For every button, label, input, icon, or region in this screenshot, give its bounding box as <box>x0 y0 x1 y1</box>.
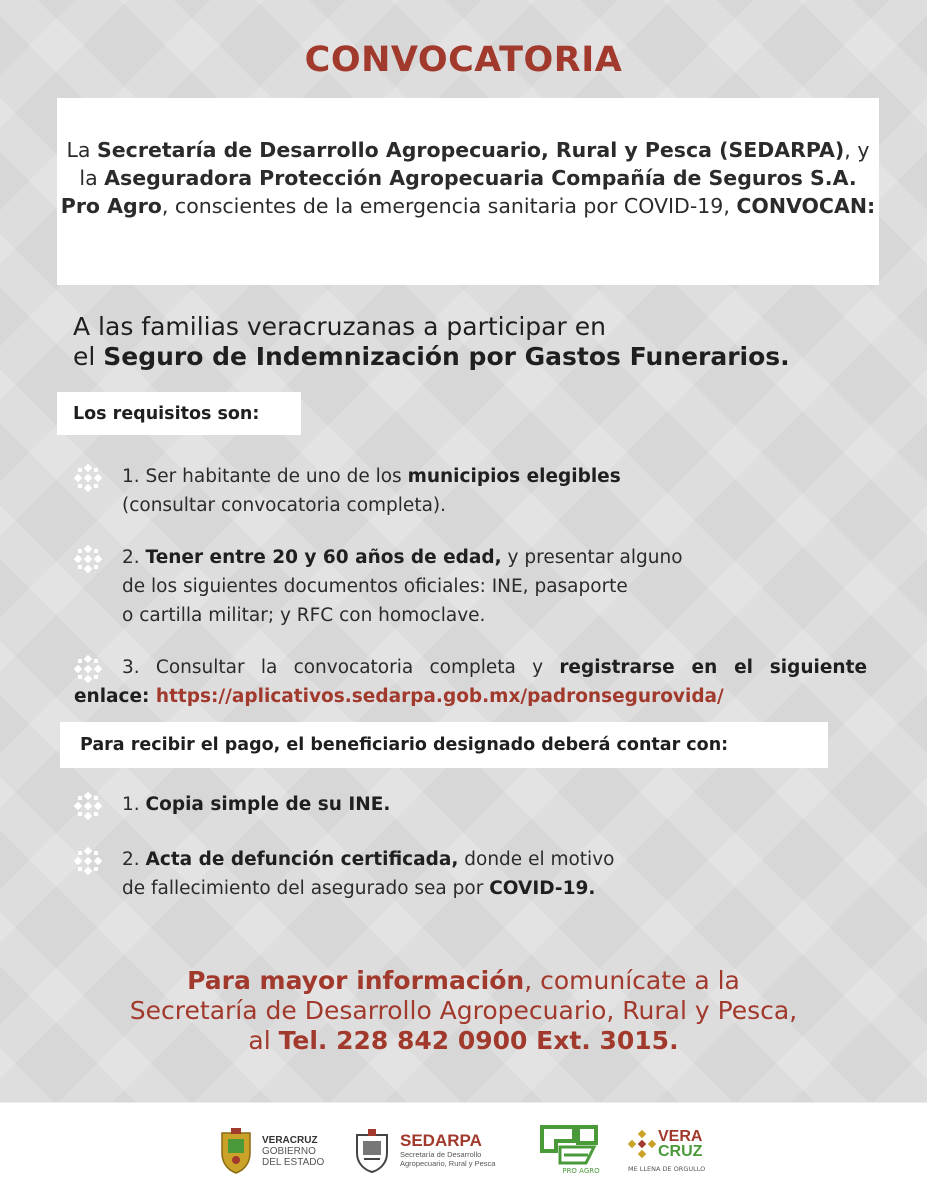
payment-label: Para recibir el pago, el beneficiario designado deberá contar con: <box>60 722 828 768</box>
intro-sedarpa: Secretaría de Desarrollo Agropecuario, Rural y Pesca (SEDARPA) <box>97 138 845 162</box>
req2-text: y presentar alguno <box>501 547 683 568</box>
logo-veracruz-orgullo <box>628 1129 705 1173</box>
headline-line1: A las familias veracruzanas a participar en <box>73 312 606 341</box>
logo4-line1: VERA <box>658 1128 703 1145</box>
logo2-sub1: Secretaría de Desarrollo <box>400 1150 482 1159</box>
req1-text: 1. Ser habitante de uno de los <box>122 466 408 487</box>
req2-line2: de los siguientes documentos oficiales: INE, pasaporte <box>122 576 628 597</box>
req1-line2: (consultar convocatoria completa). <box>122 495 447 516</box>
req1-bold: municipios elegibles <box>407 466 621 487</box>
intro-text: , y la <box>79 138 870 190</box>
ornament-bullet-icon <box>74 847 102 875</box>
logo-pro-agro <box>538 1121 600 1175</box>
veracruz-ornament-icon <box>628 1130 656 1158</box>
pay1-bold: Copia simple de su INE. <box>145 794 391 815</box>
logo1-line2: GOBIERNO <box>262 1145 316 1157</box>
footer-logos <box>0 1102 927 1200</box>
contact-text: al <box>248 1026 279 1055</box>
pay2-covid: COVID-19. <box>489 878 596 899</box>
pay2-bold: Acta de defunción certificada, <box>145 849 459 870</box>
logo3-caption: PRO AGRO <box>562 1167 600 1175</box>
intro-convocan: CONVOCAN: <box>736 194 876 218</box>
logo2-name: SEDARPA <box>400 1131 482 1150</box>
page-title: CONVOCATORIA <box>304 40 623 80</box>
payment-item <box>74 790 390 820</box>
logo1-line3: DEL ESTADO <box>262 1156 325 1168</box>
ornament-bullet-icon <box>74 792 102 820</box>
pay1-text: 1. <box>122 794 146 815</box>
headline <box>73 312 893 372</box>
req2-bold: Tener entre 20 y 60 años de edad, <box>145 547 502 568</box>
contact-line2: Secretaría de Desarrollo Agropecuario, Rural y Pesca, <box>129 996 798 1025</box>
headline-prefix: el <box>73 342 104 371</box>
sedarpa-shield-icon <box>352 1127 392 1173</box>
pro-agro-icon <box>538 1121 600 1167</box>
contact-info <box>0 966 927 1056</box>
pay2-text: donde el motivo <box>458 849 615 870</box>
registration-link[interactable]: https://aplicativos.sedarpa.gob.mx/padronsegurovida/ <box>155 686 724 707</box>
requirements-label: Los requisitos son: <box>57 392 301 435</box>
req2-line3: o cartilla militar; y RFC con homoclave. <box>122 605 486 626</box>
contact-phone[interactable]: Tel. 228 842 0900 Ext. 3015. <box>278 1026 679 1055</box>
intro-text: , conscientes de la emergencia sanitaria por COVID-19, <box>161 194 737 218</box>
payment-item <box>74 845 614 903</box>
requirement-item <box>74 462 621 520</box>
req3-text: 3. Consultar la convocatoria completa y <box>122 657 560 678</box>
logo4-tagline: ME LLENA DE ORGULLO <box>628 1165 706 1173</box>
ornament-bullet-icon <box>74 655 102 683</box>
logo-gobierno-veracruz <box>216 1127 324 1175</box>
headline-bold: Seguro de Indemnización por Gastos Funerarios. <box>103 342 790 371</box>
veracruz-shield-icon <box>216 1127 256 1175</box>
req3-bold: enlace: <box>74 686 156 707</box>
intro-box <box>57 98 879 285</box>
logo1-line1: VERACRUZ <box>262 1134 318 1146</box>
requirement-item <box>74 653 867 711</box>
pay2-text: 2. <box>122 849 146 870</box>
ornament-bullet-icon <box>74 464 102 492</box>
req2-text: 2. <box>122 547 146 568</box>
logo-sedarpa <box>352 1127 495 1173</box>
intro-proagro: Aseguradora Protección Agropecuaria Compañía de Seguros S.A. Pro Agro <box>60 166 857 218</box>
logo2-sub2: Agropecuario, Rural y Pesca <box>400 1159 496 1168</box>
logo4-line2: CRUZ <box>658 1143 703 1160</box>
intro-text: La <box>66 138 98 162</box>
contact-bold: Para mayor información <box>187 966 525 995</box>
pay2-line2: de fallecimiento del asegurado sea por <box>122 878 490 899</box>
contact-text: , comunícate a la <box>524 966 740 995</box>
requirement-item <box>74 543 683 630</box>
req3-bold: registrarse en el siguiente <box>559 657 867 678</box>
ornament-bullet-icon <box>74 545 102 573</box>
